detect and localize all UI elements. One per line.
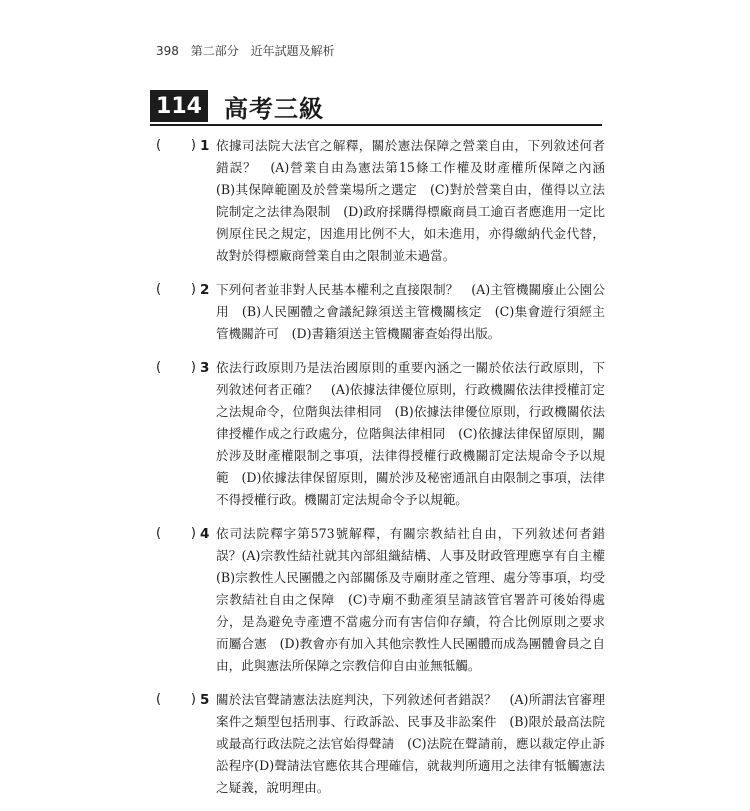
question-number: 5 (200, 692, 210, 708)
section-label: 近年試題及解析 (250, 44, 335, 58)
question-item (150, 357, 605, 511)
answer-bracket[interactable]: ( ) (156, 360, 196, 375)
exam-title-bar (150, 90, 602, 122)
question-text: 關於法官聲請憲法法庭判決，下列敘述何者錯誤？ (A)所謂法官審理案件之類型包括刑事、行政訴訟、民事及非訟案件 (B)限於最高法院或最高行政法院之法官始得聲請 (C)法院在聲請前，應以裁定停止訴訟程序(D)聲請法官應依其合理確信，就裁判所適用之法律有牴觸憲法之疑義，說明理由。 (216, 692, 605, 795)
question-item (150, 135, 618, 267)
page-header (156, 42, 343, 59)
question-number: 2 (200, 282, 210, 298)
question-item (150, 689, 605, 799)
title-divider (150, 124, 602, 126)
answer-bracket[interactable]: ( ) (156, 692, 196, 707)
question-number: 3 (200, 360, 210, 376)
question-text: 依據司法院大法官之解釋，關於憲法保障之營業自由，下列敘述何者錯誤？ (A)營業自由為憲法第15條工作權及財產權所保障之內涵 (B)其保障範圍及於營業場所之選定 (C)對於營業自由，僅得以立法院制定之法律為限制 (D)政府採購得標廠商員工逾百者應進用一定比例原住民之規定，因進用比例不大，如未進用，亦得繳納代金代替，故對於得標廠商營業自由之限制並未過當。 (216, 138, 618, 263)
question-text: 下列何者並非對人民基本權利之直接限制？ (A)主管機關廢止公園公用 (B)人民團體之會議紀錄須送主管機關核定 (C)集會遊行須經主管機關許可 (D)書籍須送主管機關審查始得出版。 (216, 282, 605, 341)
question-item (150, 523, 618, 677)
page-number: 398 (156, 44, 179, 58)
question-text: 依司法院釋字第573號解釋，有關宗教結社自由，下列敘述何者錯誤？(A)宗教性結社就其內部組織結構、人事及財政管理應享有自主權 (B)宗教性人民團體之內部關係及寺廟財產之管理、處分等事項，均受宗教結社自由之保障 (C)寺廟不動產須呈請該管官署許可後始得處分，是為避免寺產遭不當處分而有害信仰存續，符合比例原則之要求而屬合憲 (D)教會亦有加入其他宗教性人民團體而成為團體會員之自由，此與憲法所保障之宗教信仰自由並無牴觸。 (216, 526, 618, 673)
question-text: 依法行政原則乃是法治國原則的重要內涵之一關於依法行政原則，下列敘述何者正確？ (A)依據法律優位原則，行政機關依法律授權訂定之法規命令，位階與法律相同 (B)依據法律優位原則，行政機關依法律授權作成之行政處分，位階與法律相同 (C)依據法律保留原則，關於涉及財產權限制之事項，法律得授權行政機關訂定法規命令予以規範 (D)依據法律保留原則，關於涉及秘密通訊自由限制之事項，法律不得授權行政。機關訂定法規命令予以規範。 (216, 360, 605, 507)
answer-bracket[interactable]: ( ) (156, 526, 196, 541)
question-number: 1 (200, 138, 210, 154)
question-number: 4 (200, 526, 210, 542)
part-label: 第二部分 (190, 44, 239, 58)
exam-year-badge: 114 (150, 90, 208, 122)
question-item (150, 279, 605, 345)
answer-bracket[interactable]: ( ) (156, 138, 196, 153)
answer-bracket[interactable]: ( ) (156, 282, 196, 297)
question-list (150, 135, 618, 811)
exam-title: 高考三級 (224, 94, 324, 123)
